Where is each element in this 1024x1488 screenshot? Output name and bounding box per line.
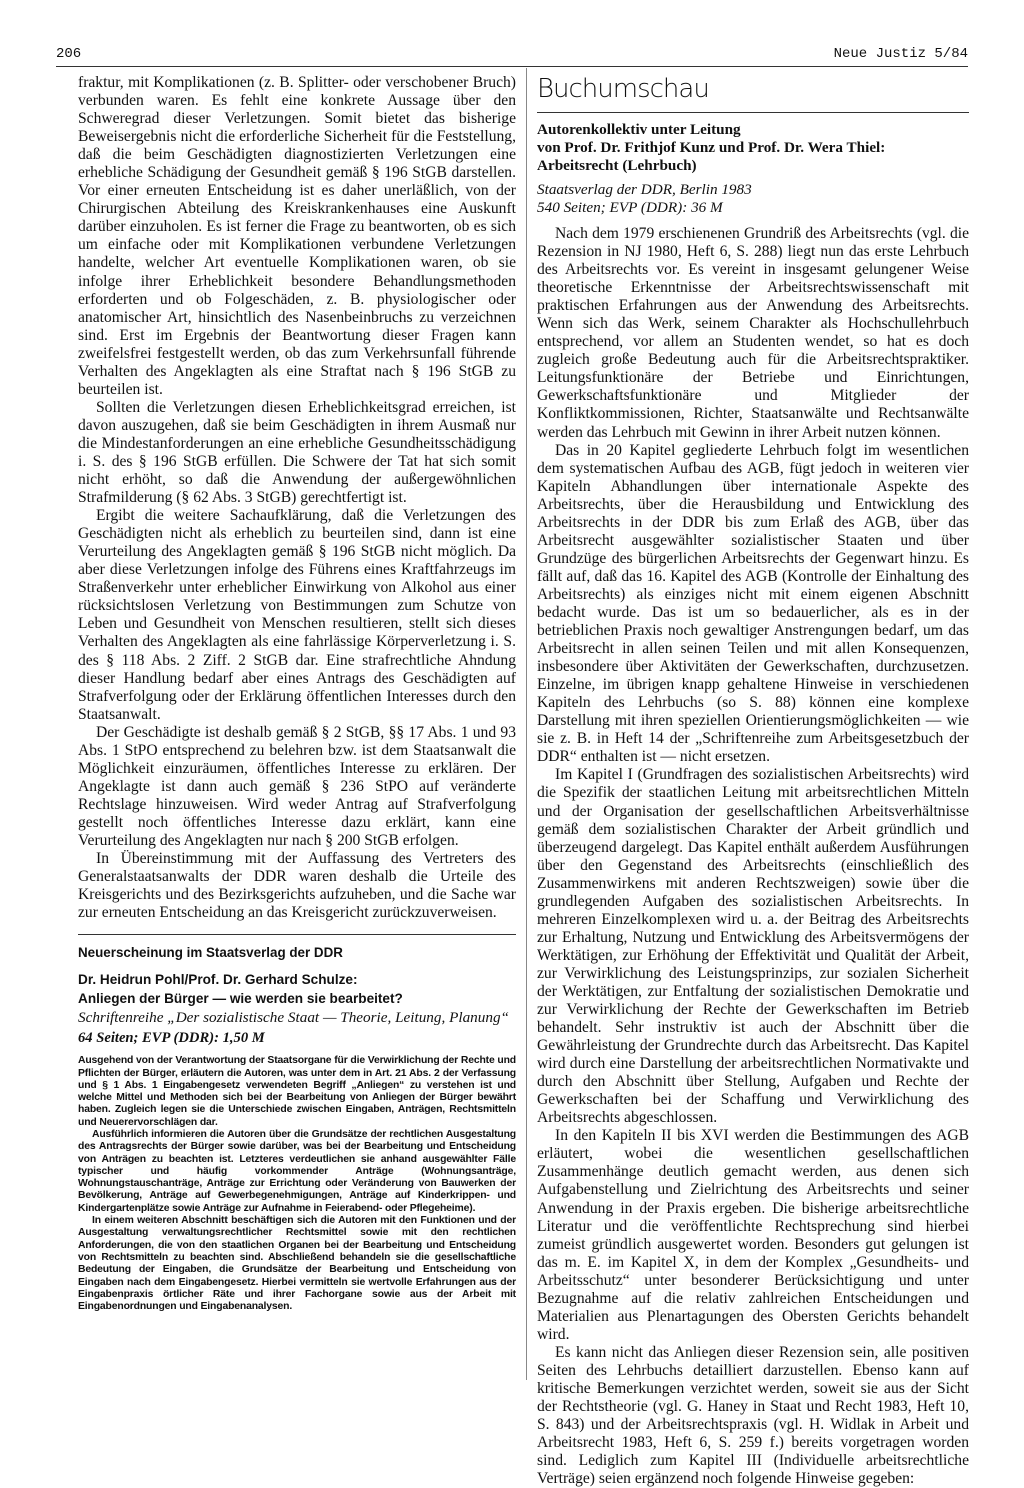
notice-title: Anliegen der Bürger — wie werden sie bearbeitet?: [78, 991, 403, 1007]
notice-paragraph: In einem weiteren Abschnitt beschäftigen sich die Autoren mit den Funktionen und der Ausgestaltung verwaltungsrechtlicher Rechtsmittel sowie mit den rechtlichen Anforderungen, die von den staatlichen Organen bei der Bearbeitung und Entscheidung von Rechtsmitteln zu beachten sind. Abschließend behandeln sie die gesellschaftliche Bedeutung der Eingaben, die Grundsätze der Bearbeitung und Entscheidung von Eingaben nach dem Eingabengesetz. Hierbei vermitteln sie wertvolle Erfahrungen aus der Eingabenpraxis örtlicher Räte und ihrer Fachorgane sowie aus der Arbeit mit Eingabenordnungen und Eingabenanalysen.: [78, 1215, 516, 1313]
book-meta: [537, 181, 969, 217]
paragraph: Das in 20 Kapitel gegliederte Lehrbuch folgt im wesentlichen dem systematischen Aufbau des AGB, fügt jedoch in weiteren vier Kapiteln Abhandlungen über internationale Aspekte des Arbeitsrechts, über die Herausbildung und Entwicklung des Arbeitsrechts in der DDR bis zum Erlaß des AGB, über das Arbeitsrecht ausgewählter sozialistischer Staaten und über Grundzüge des bürgerlichen Arbeitsrechts der Gegenwart hinzu. Es fällt auf, daß das 16. Kapitel des AGB (Kontrolle der Einhaltung des Arbeitsrechts) als einziges nicht mit einem eigenen Abschnitt bedacht wurde. Das ist um so bedauerlicher, als es in der betrieblichen Praxis noch gewaltiger Anstrengungen bedarf, um das Arbeitsrecht in allen seinen Teilen und mit allen Konsequenzen, insbesondere über Aktivitäten der Gewerkschaften, durchzusetzen. Einzelne, im übrigen knapp gehaltene Hinweise in verschiedenen Kapiteln des Lehrbuchs (so S. 88) können eine komplexe Darstellung mit ihren speziellen Orientierungsmöglichkeiten — wie sie z. B. in Heft 14 der „Schriftenreihe zum Arbeitsgesetzbuch der DDR“ enthalten ist — nicht ersetzen.: [537, 441, 969, 766]
paragraph: fraktur, mit Komplikationen (z. B. Splitter- oder verschobener Bruch) verbunden waren. Es fehlt eine konkrete Aussage über den Schweregrad dieser Verletzungen. Somit bietet das bisherige Beweisergebnis nicht die erforderliche Sicherheit für die Feststellung, daß die beim Geschädigten diagnostizierten Verletzungen eine erhebliche Schädigung der Gesundheit gemäß § 196 StGB darstellen. Vor einer erneuten Entscheidung ist es daher unerläßlich, von der Chirurgischen Abteilung des Kreiskrankenhauses eine Auskunft darüber einzuholen. Es ist ferner die Frage zu beantworten, ob es sich um einfache oder mit Komplikationen verbundene Verletzungen handelte, welcher Art eventuelle Komplikationen waren, ob sie infolge ihrer Erheblichkeit besondere Behandlungsmethoden erforderten und ob Folgeschäden, z. B. physiologischer oder anatomischer Art, hinsichtlich des Nasenbeinbruchs zu verzeichnen sind. Erst im Ergebnis der Beantwortung dieser Fragen kann zweifelsfrei festgestellt werden, ob das zum Verkehrsunfall führende Verhalten des Angeklagten als eine Straftat nach § 196 StGB zu beurteilen ist.: [78, 74, 516, 398]
book-heading-line: von Prof. Dr. Frithjof Kunz und Prof. Dr. Wera Thiel:: [537, 139, 886, 156]
notice-authors: Dr. Heidrun Pohl/Prof. Dr. Gerhard Schulze:: [78, 972, 358, 988]
column-divider: [526, 68, 527, 1380]
book-heading: [537, 121, 969, 175]
paragraph: In den Kapiteln II bis XVI werden die Bestimmungen des AGB erläutert, wobei die wesentlichen gesellschaftlichen Zusammenhänge deutlich gemacht werden, aus denen sich Aufgabenstellung und Zielrichtung des Arbeitsrechts und seiner Anwendung in der Praxis ergeben. Die bisherige arbeitsrechtliche Literatur und die veröffentlichte Rechtsprechung sind hierbei zumeist gründlich ausgewertet worden. Besonders gut gelungen ist das m. E. im Kapitel X, in dem der Komplex „Gesundheits- und Arbeitsschutz“ unter besonderer Berücksichtigung und unter Bezugnahme auf die relativ zahlreichen Entscheidungen und Materialien aus Plenartagungen des Obersten Gerichts behandelt wird.: [537, 1127, 969, 1343]
page-number: 206: [56, 46, 82, 62]
book-heading-line: Autorenkollektiv unter Leitung: [537, 121, 741, 138]
book-heading-line: Arbeitsrecht (Lehrbuch): [537, 157, 697, 174]
notice-series: Schriftenreihe „Der sozialistische Staat — Theorie, Leitung, Planung“: [78, 1009, 510, 1027]
paragraph: Im Kapitel I (Grundfragen des sozialistischen Arbeitsrechts) wird die Spezifik der staatlichen Leitung mit arbeitsrechtlichen Mitteln und der Organisation der gesellschaftlichen Arbeitsverhältnisse gemäß dem sozialistischen Charakter der Arbeit gründlich und überzeugend dargelegt. Das Kapitel enthält außerdem Ausführungen über den Gegenstand des Arbeitsrechts (einschließlich des Zusammenwirkens mit anderen Rechtszweigen) sowie über die grundlegenden Aufgaben des sozialistischen Arbeitsrechts. In mehreren Einzelkomplexen wird u. a. der Beitrag des Arbeitsrechts zur Erhaltung, Nutzung und Entwicklung des Arbeitsvermögens der Werktätigen, zur Erhöhung der Effektivität und Qualität der Arbeit, zur Verwirklichung des Leistungsprinzips, zur sozialen Sicherheit der Werktätigen, zur Entfaltung der sozialistischen Demokratie und zur Verwirklichung der Rechte der Gewerkschaften im Betrieb behandelt. Sehr instruktiv ist auch der Abschnitt über die Gewährleistung der Grundrechte durch das Arbeitsrecht. Das Kapitel wird durch eine Darstellung der arbeitsrechtlichen Normativakte und durch den Abschnitt über Stellung, Aufgaben und Rechte der Gewerkschaften bei der Schaffung und Verwirklichung des Arbeitsrechts abgeschlossen.: [537, 766, 969, 1127]
left-column: [78, 74, 516, 1313]
book-publisher: Staatsverlag der DDR, Berlin 1983: [537, 181, 752, 198]
section-title: Buchumschau: [537, 74, 709, 104]
paragraph: Nach dem 1979 erschienenen Grundriß des Arbeitsrechts (vgl. die Rezension in NJ 1980, Heft 6, S. 288) liegt nun das erste Lehrbuch des Arbeitsrechts vor. Es vereint in insgesamt gelungener Weise theoretische Erkenntnisse der Arbeitsrechtswissenschaft mit praktischen Erfahrungen aus der Anwendung des Arbeitsrechts. Wenn sich das Werk, seinem Charakter als Hochschullehrbuch entsprechend, vor allem an Studenten wendet, so hat es doch zugleich große Bedeutung auch für die Arbeitsrechtspraktiker. Leitungsfunktionäre der Betriebe und Einrichtungen, Gewerkschaftsfunktionäre und Mitglieder der Konfliktkommissionen, Richter, Staatsanwälte und Rechtsanwälte werden das Lehrbuch mit Gewinn in ihrer Arbeit nutzen können.: [537, 225, 969, 441]
header-rule: [56, 66, 968, 67]
notice-paragraph: Ausführlich informieren die Autoren über die Grundsätze der rechtlichen Ausgestaltung des Antragsrechts der Bürger sowie darüber, was bei der Bearbeitung und Entscheidung von Anträgen zu beachten ist. Letzteres verdeutlichen sie anhand ausgewählter Fälle typischer und häufig vorkommender Anträge (Wohnungsanträge, Wohnungstauschanträge, Anträge zur Errichtung oder Veränderung von Bauwerken der Bevölkerung, Anträge auf Gewerbegenehmigungen, Anträge auf Kinderkrippen- und Kindergartenplätze sowie Anträge zur Aufnahme in Feierabend- oder Pflegeheime).: [78, 1128, 516, 1214]
notice-heading: Neuerscheinung im Staatsverlag der DDR: [78, 945, 343, 961]
notice-paragraph: Ausgehend von der Verantwortung der Staatsorgane für die Verwirklichung der Rechte und Pflichten der Bürger, erläutern die Autoren, was unter dem in Art. 21 Abs. 2 der Verfassung und § 1 Abs. 1 Eingabengesetz verwendeten Begriff „Anliegen“ zu verstehen ist und welche Mittel und Methoden sich bei der Bearbeitung von Anliegen der Bürger bewährt haben. Zugleich legen sie die Unterschiede zwischen Eingaben, Anträgen, Rechtsmitteln und Neuerervorschlägen dar.: [78, 1055, 516, 1128]
notice-meta: 64 Seiten; EVP (DDR): 1,50 M: [78, 1030, 265, 1047]
publication-notice: [78, 945, 516, 1313]
paragraph: Es kann nicht das Anliegen dieser Rezension sein, alle positiven Seiten des Lehrbuchs detailliert darzustellen. Ebenso kann auf kritische Bemerkungen verzichtet werden, soweit sie aus der Sicht der Rechtstheorie (vgl. G. Haney in Staat und Recht 1983, Heft 10, S. 843) und der Arbeitsrechtspraxis (vgl. H. Widlak in Arbeit und Arbeitsrecht 1983, Heft 6, S. 259 f.) bereits vorgetragen worden sind. Lediglich zum Kapitel III (Individuelle arbeitsrechtliche Verträge) seien ergänzend noch folgende Hinweise gegeben:: [537, 1343, 969, 1488]
paragraph: In Übereinstimmung mit der Auffassung des Vertreters des Generalstaatsanwalts der DDR waren deshalb die Urteile des Kreisgerichts und des Bezirksgerichts aufzuheben, und die Sache war zur erneuten Entscheidung an das Kreisgericht zurückzuverweisen.: [78, 850, 516, 922]
notice-divider: [78, 934, 516, 935]
paragraph: Der Geschädigte ist deshalb gemäß § 2 StGB, §§ 17 Abs. 1 und 93 Abs. 1 StPO entsprechend zu belehren bzw. ist dem Staatsanwalt die Möglichkeit einzuräumen, öffentliches Interesse zu erklären. Der Angeklagte ist dann auch gemäß § 236 StPO auf veränderte Rechtslage hinzuweisen. Wird weder Antrag auf Strafverfolgung gestellt noch öffentliches Interesse dazu erklärt, kann eine Verurteilung des Angeklagten nur nach § 200 StGB erfolgen.: [78, 723, 516, 849]
paragraph: Ergibt die weitere Sachaufklärung, daß die Verletzungen des Geschädigten nicht als erheblich zu beurteilen sind, dann ist eine Verurteilung des Angeklagten gemäß § 196 StGB nicht möglich. Da aber diese Verletzungen infolge des Führens eines Kraftfahrzeugs im Straßenverkehr unter erheblicher Einwirkung von Alkohol aus einer rücksichtslosen Verletzung von Bestimmungen zum Schutze von Leben und Gesundheit von Menschen resultieren, stellt sich dieses Verhalten des Angeklagten als eine fahrlässige Körperverletzung i. S. des § 118 Abs. 2 Ziff. 2 StGB dar. Eine strafrechtliche Ahndung dieser Handlung bedarf aber eines Antrags des Geschädigten auf Strafverfolgung oder der Erklärung öffentlichen Interesses durch den Staatsanwalt.: [78, 507, 516, 723]
section-rule: [537, 112, 969, 113]
book-pages-price: 540 Seiten; EVP (DDR): 36 M: [537, 199, 723, 216]
paragraph: Sollten die Verletzungen diesen Erheblichkeitsgrad erreichen, ist davon auszugehen, daß sie beim Geschädigten in ihrem Ausmaß nur die Mindestanforderungen an eine erhebliche Gesundheitsschädigung i. S. des § 196 StGB erfüllen. Die Schwere der Tat hat sich somit nicht erhöht, so daß die Anwendung der außergewöhnlichen Strafmilderung (§ 62 Abs. 3 StGB) gerechtfertigt ist.: [78, 398, 516, 507]
journal-issue: Neue Justiz 5/84: [833, 46, 968, 62]
right-column: [537, 74, 969, 1488]
